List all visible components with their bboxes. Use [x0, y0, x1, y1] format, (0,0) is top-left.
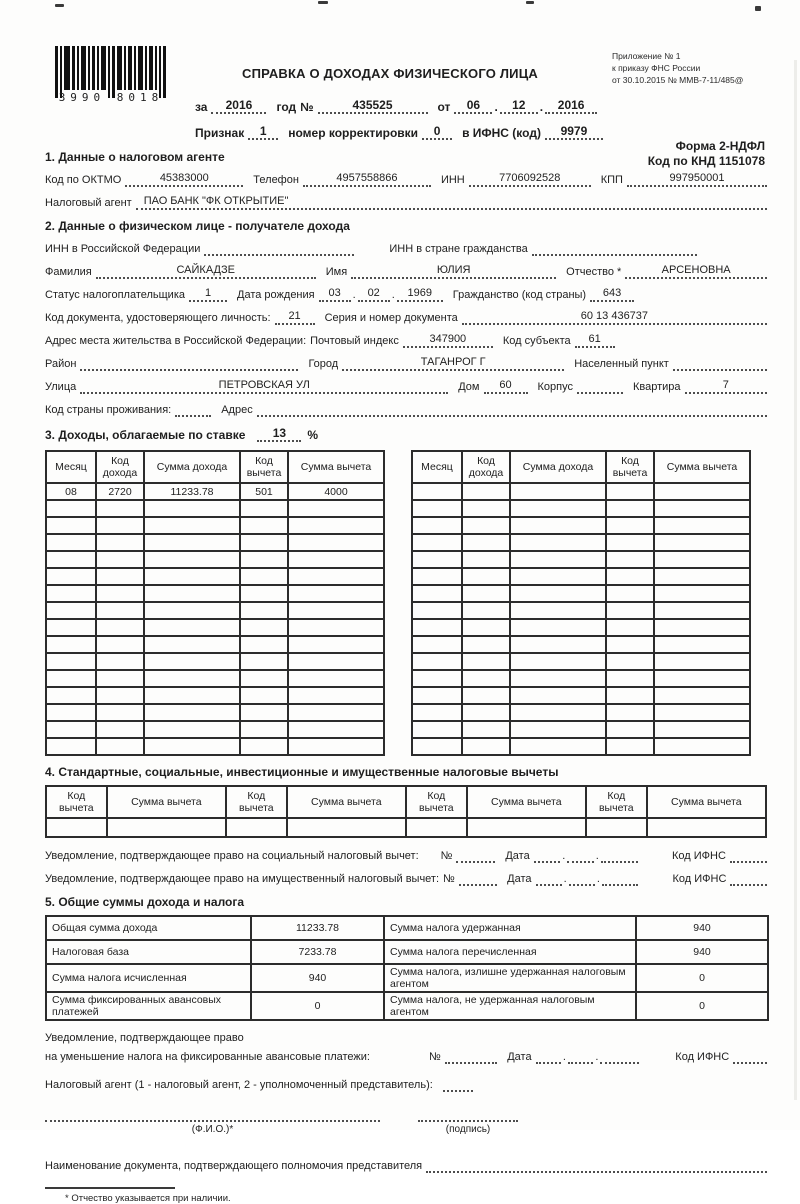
income-header-row: [46, 451, 384, 483]
notice-social-row: [45, 847, 767, 863]
income-row: [46, 585, 384, 602]
income-row: [46, 602, 384, 619]
apartment-value: 7: [685, 378, 767, 394]
agent-name-row: [45, 194, 767, 210]
date-separator: .: [562, 850, 566, 862]
totals-row: Налоговая база 7233.78 Сумма налога перечисленная 940: [46, 940, 768, 964]
section4-title: 4. Стандартные, социальные, инвестиционные и имущественные налоговые вычеты: [45, 765, 559, 779]
income-table-left: [45, 450, 385, 756]
za-label: за: [195, 100, 208, 114]
birth-label: Дата рождения: [237, 289, 315, 301]
percent-label: %: [307, 428, 319, 442]
income-row: [46, 534, 384, 551]
sign-signature-block: [418, 1108, 518, 1135]
district-label: Район: [45, 358, 77, 370]
no-label: №: [443, 873, 455, 885]
date-label: Дата: [507, 1051, 532, 1063]
fio-label: (Ф.И.О.)*: [191, 1124, 234, 1135]
address-label: Адрес места жительства в Российской Федерации:: [45, 335, 307, 347]
col-income-sum: Сумма дохода: [510, 451, 606, 483]
postal-label: Почтовый индекс: [310, 335, 399, 347]
document-row: [45, 309, 767, 325]
kpp-label: КПП: [600, 174, 623, 186]
col-deduction-code: Код вычета: [240, 451, 288, 483]
agent-label: Налоговый агент: [45, 197, 132, 209]
col-deduction-code: Код вычета: [406, 786, 467, 818]
col-deduction-code: Код вычета: [606, 451, 654, 483]
doc-series-value: 60 13 436737: [462, 309, 767, 325]
inn-rf-value: [204, 240, 354, 256]
barcode: [55, 46, 167, 104]
patronymic-value: АРСЕНОВНА: [625, 263, 767, 279]
correction-label: номер корректировки: [288, 126, 419, 140]
appendix-line: к приказу ФНС России: [612, 63, 701, 73]
footer-date-day: [536, 1048, 561, 1064]
agent-type-label: Налоговый агент (1 - налоговый агент, 2 - уполномоченный представитель):: [45, 1079, 433, 1091]
totals-row: Сумма налога исчисленная 940 Сумма налога, излишне удержанная налоговым агентом 0: [46, 964, 768, 992]
income-row: [412, 534, 750, 551]
agent-type-row: [45, 1076, 767, 1092]
kpp-value: 997950001: [627, 171, 767, 187]
citizenship-label: Гражданство (код страны): [452, 289, 587, 301]
city-label: Город: [308, 358, 339, 370]
patronymic-label: Отчество *: [566, 266, 622, 278]
oktmo-label: Код по ОКТМО: [45, 174, 122, 186]
street-row: [45, 378, 767, 394]
ifns-code-label: Код ИФНС: [675, 1051, 730, 1063]
col-income-code: Код дохода: [462, 451, 510, 483]
col-income-sum: Сумма дохода: [144, 451, 240, 483]
income-row: [412, 568, 750, 585]
agent-type-value: [443, 1076, 473, 1092]
section5-title: 5. Общие суммы дохода и налога: [45, 895, 245, 909]
fio-row: [45, 263, 767, 279]
income-row: [412, 636, 750, 653]
tax-rate-value: 13: [257, 426, 301, 442]
ifns-code-label: Код ИФНС: [671, 850, 726, 862]
section3-title-row: [45, 426, 767, 442]
footer-date-month: [568, 1048, 593, 1064]
country-label: Код страны проживания:: [45, 404, 172, 416]
notice-property-row: [45, 870, 767, 886]
date-separator: .: [596, 873, 600, 885]
income-row: [46, 738, 384, 755]
correction-value: 0: [422, 124, 452, 140]
totals-row: Общая сумма дохода 11233.78 Сумма налога удержанная 940: [46, 916, 768, 940]
notice-date-year: [602, 870, 639, 886]
col-deduction-sum: Сумма вычета: [288, 451, 384, 483]
god-label: год: [276, 100, 297, 114]
street-value: ПЕТРОВСКАЯ УЛ: [80, 378, 448, 394]
district-city-row: [45, 355, 767, 371]
income-row: [412, 602, 750, 619]
inn-rf-label: ИНН в Российской Федерации: [45, 243, 201, 255]
document-title: СПРАВКА О ДОХОДАХ ФИЗИЧЕСКОГО ЛИЦА: [241, 66, 539, 81]
date-separator: .: [391, 289, 395, 301]
address2-label: Адрес: [221, 404, 253, 416]
notice-property-label: Уведомление, подтверждающее право на имущественный налоговый вычет:: [45, 873, 440, 885]
knd-label: Код по КНД 1151078: [647, 154, 765, 168]
fio-signature-line: [45, 1108, 380, 1122]
date-separator: .: [563, 873, 567, 885]
col-deduction-sum: Сумма вычета: [287, 786, 406, 818]
income-row: [46, 551, 384, 568]
income-table-right: [411, 450, 751, 756]
settlement-label: Населенный пункт: [574, 358, 669, 370]
col-income-code: Код дохода: [96, 451, 144, 483]
district-value: [80, 355, 298, 371]
col-deduction-code: Код вычета: [586, 786, 647, 818]
date-separator: .: [352, 289, 356, 301]
inn-foreign-value: [532, 240, 697, 256]
section2-title: 2. Данные о физическом лице - получателе дохода: [45, 219, 350, 233]
date-label: Дата: [505, 850, 530, 862]
ot-label: от: [437, 100, 451, 114]
signature-row: [45, 1108, 767, 1135]
date-separator: .: [595, 1051, 599, 1063]
footer-notice-text2: на уменьшение налога на фиксированные авансовые платежи:: [45, 1051, 370, 1063]
ifns-value: 9979: [545, 124, 603, 140]
notice-date-month: [569, 870, 595, 886]
deductions-table: [45, 785, 767, 838]
notice-ifns-value: [730, 870, 767, 886]
birth-month: 02: [358, 286, 390, 302]
income-row: [46, 721, 384, 738]
representative-doc-label: Наименование документа, подтверждающего полномочия представителя: [45, 1160, 423, 1172]
footnote-text: * Отчество указывается при наличии.: [65, 1193, 231, 1204]
status-label: Статус налогоплательщика: [45, 289, 186, 301]
date-year: 2016: [545, 98, 597, 114]
income-row: 08 2720 11233.78 501 4000: [46, 483, 384, 500]
income-row: [46, 687, 384, 704]
footer-notice-line1: [45, 1032, 767, 1045]
building-value: [577, 378, 623, 394]
inn-label: ИНН: [440, 174, 465, 186]
country-address-row: [45, 401, 767, 417]
col-month: Месяц: [412, 451, 462, 483]
doc-series-label: Серия и номер документа: [324, 312, 458, 324]
no-label: №: [440, 850, 453, 862]
inn-row: [45, 240, 767, 256]
footer-date-year: [600, 1048, 639, 1064]
income-row: [412, 619, 750, 636]
representative-doc-row: [45, 1157, 767, 1173]
postal-value: 347900: [403, 332, 493, 348]
notice-ifns-value: [730, 847, 767, 863]
income-row: [412, 721, 750, 738]
status-value: 1: [189, 286, 227, 302]
house-label: Дом: [458, 381, 480, 393]
section3-title: 3. Доходы, облагаемые по ставке: [45, 428, 246, 442]
notice-date-day: [536, 870, 562, 886]
date-label: Дата: [507, 873, 532, 885]
inn-foreign-label: ИНН в стране гражданства: [389, 243, 528, 255]
no-label: №: [300, 100, 314, 114]
col-deduction-sum: Сумма вычета: [467, 786, 586, 818]
region-label: Код субъекта: [502, 335, 571, 347]
income-row: [46, 670, 384, 687]
appendix-line: от 30.10.2015 № ММВ-7-11/485@: [612, 75, 744, 85]
surname-value: САЙКАДЗЕ: [96, 263, 316, 279]
birth-day: 03: [319, 286, 351, 302]
phone-label: Телефон: [253, 174, 299, 186]
totals-row: Сумма фиксированных авансовых платежей 0 Сумма налога, не удержанная налоговым агентом 0: [46, 992, 768, 1020]
date-month: 12: [500, 98, 538, 114]
income-tables: [45, 450, 767, 756]
income-row: [46, 636, 384, 653]
income-row: [46, 704, 384, 721]
income-row: [412, 653, 750, 670]
income-row: [412, 687, 750, 704]
priznak-line: [195, 124, 603, 140]
priznak-label: Признак: [195, 126, 245, 140]
notice-date-year: [601, 847, 638, 863]
income-row: [412, 585, 750, 602]
status-row: [45, 286, 767, 302]
scan-edge: [794, 60, 797, 1100]
notice-date-day: [534, 847, 561, 863]
sign-label: (подпись): [445, 1124, 491, 1135]
date-day: 06: [454, 98, 492, 114]
income-row: [46, 619, 384, 636]
date-separator: .: [494, 100, 498, 114]
apartment-label: Квартира: [632, 381, 681, 393]
footer-no-value: [445, 1048, 497, 1064]
col-deduction-sum: Сумма вычета: [107, 786, 226, 818]
barcode-digits: 3990 8018: [58, 91, 164, 104]
doc-code-value: 21: [275, 309, 315, 325]
date-separator: .: [539, 100, 544, 114]
sign-signature-line: [418, 1108, 518, 1122]
appendix-note: [612, 50, 743, 86]
citizenship-value: 643: [590, 286, 634, 302]
col-month: Месяц: [46, 451, 96, 483]
inn-value: 7706092528: [469, 171, 591, 187]
doc-code-label: Код документа, удостоверяющего личность:: [45, 312, 271, 324]
footer-notice-text1: Уведомление, подтверждающее право: [45, 1032, 244, 1044]
surname-label: Фамилия: [45, 266, 92, 278]
income-row: [412, 704, 750, 721]
notice-social-label: Уведомление, подтверждающее право на социальный налоговый вычет:: [45, 850, 419, 862]
income-row: [412, 517, 750, 534]
notice-no-value: [459, 870, 497, 886]
income-row: [46, 653, 384, 670]
address2-value: [257, 401, 767, 417]
form-body: [45, 150, 767, 1204]
agent-value: ПАО БАНК "ФК ОТКРЫТИЕ": [136, 194, 767, 210]
ifns-label: в ИФНС (код): [462, 126, 541, 140]
footer-ifns-value: [733, 1048, 767, 1064]
col-deduction-code: Код вычета: [46, 786, 107, 818]
form-header: [0, 0, 800, 170]
date-separator: .: [595, 850, 599, 862]
agent-codes-row: [45, 171, 767, 187]
oktmo-value: 45383000: [125, 171, 243, 187]
priznak-value: 1: [248, 124, 278, 140]
address-header-row: [45, 332, 767, 348]
no-label: №: [428, 1051, 441, 1063]
fio-signature-block: [45, 1108, 380, 1135]
doc-number-value: 435525: [318, 98, 428, 114]
house-value: 60: [484, 378, 528, 394]
income-row: [46, 568, 384, 585]
settlement-value: [673, 355, 767, 371]
appendix-line: Приложение № 1: [612, 51, 681, 61]
notice-date-month: [567, 847, 594, 863]
section1-title: 1. Данные о налоговом агенте: [45, 150, 225, 164]
deductions-empty-row: [46, 818, 766, 837]
income-row: [412, 670, 750, 687]
country-value: [175, 401, 211, 417]
date-separator: .: [562, 1051, 566, 1063]
totals-table: [45, 915, 769, 1021]
region-value: 61: [575, 332, 615, 348]
notice-no-value: [456, 847, 495, 863]
city-value: ТАГАНРОГ Г: [342, 355, 564, 371]
name-label: Имя: [325, 266, 348, 278]
birth-year: 1969: [397, 286, 443, 302]
income-row: [412, 483, 750, 500]
income-row: [412, 738, 750, 755]
income-row: [412, 551, 750, 568]
footnote-divider: [45, 1187, 175, 1189]
doc-number-line: [195, 98, 597, 114]
street-label: Улица: [45, 381, 77, 393]
ifns-code-label: Код ИФНС: [672, 873, 727, 885]
income-row: [412, 500, 750, 517]
footer-notice-line2: [45, 1048, 767, 1064]
form-label: Форма 2-НДФЛ: [675, 139, 765, 153]
income-row: [46, 500, 384, 517]
income-row: [46, 517, 384, 534]
year-value: 2016: [211, 98, 266, 114]
name-value: ЮЛИЯ: [351, 263, 556, 279]
col-deduction-sum: Сумма вычета: [654, 451, 750, 483]
phone-value: 4957558866: [303, 171, 431, 187]
deductions-header-row: [46, 786, 766, 818]
representative-doc-value: [426, 1157, 767, 1173]
building-label: Корпус: [537, 381, 573, 393]
income-header-row: [412, 451, 750, 483]
col-deduction-code: Код вычета: [226, 786, 287, 818]
col-deduction-sum: Сумма вычета: [647, 786, 766, 818]
